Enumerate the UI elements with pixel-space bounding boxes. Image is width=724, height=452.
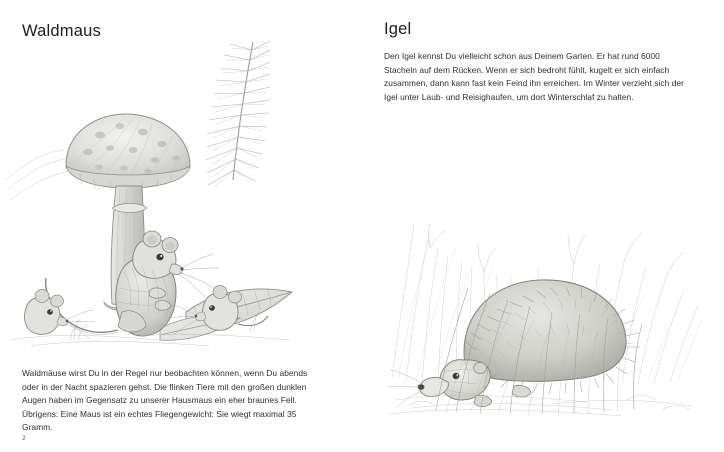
page-gutter (362, 0, 363, 452)
right-intro (384, 50, 694, 104)
right-page (362, 0, 724, 452)
wood-mouse-illustration (0, 40, 362, 360)
right-intro-text: Den Igel kennst Du vielleicht schon aus Deinem Garten. Er hat rund 6000 Stacheln auf dem Rücken. Wenn er sich bedroht fühlt, kugelt er sich einfach zusammen, dann kann fast kein Feind ihn erreichen. Im Winter verzieht sich der Igel unter Laub- und Reisighaufen, um dort Winterschlaf zu halten. (384, 51, 684, 102)
page-number: 2 (22, 435, 26, 442)
left-caption (22, 367, 322, 435)
page-title: Waldmaus (22, 22, 101, 40)
hedgehog-illustration (372, 128, 724, 428)
left-caption-text: Waldmäuse wirst Du in der Regel nur beobachten können, wenn Du abends oder in der Nacht spazieren gehst. Die flinken Tiere mit den großen dunklen Augen haben im Gegensatz zu unserer Hausmaus ein eher braunes Fell. Übrigens: Eine Maus ist ein echtes Fliegengewicht: Sie wiegt maximal 35 Gramm. (22, 368, 308, 433)
page-title-right: Igel (384, 20, 412, 38)
